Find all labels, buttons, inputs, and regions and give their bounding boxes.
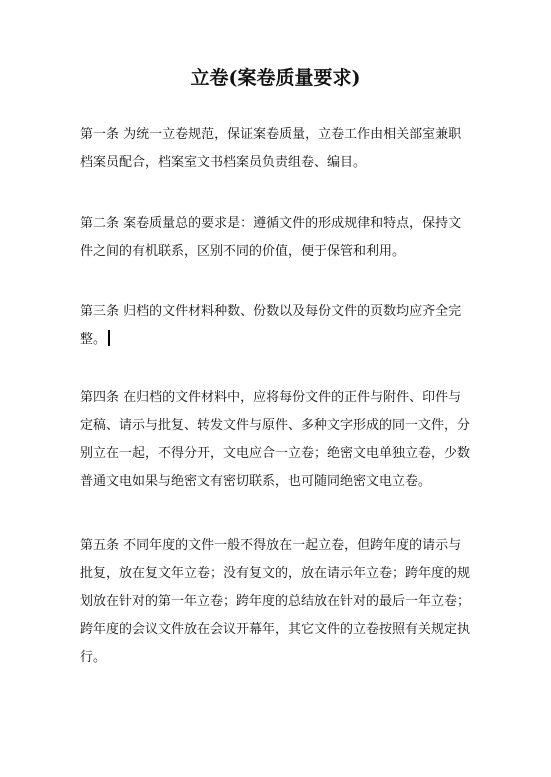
article-2 xyxy=(80,210,472,266)
article-3-text: 第三条 归档的文件材料种数、份数以及每份文件的页数均应齐全完 整。 xyxy=(80,304,462,347)
article-1-text: 第一条 为统一立卷规范，保证案卷质量，立卷工作由相关部室兼职 档案员配合，档案室文书档案员负责组卷、编目。 xyxy=(80,127,462,170)
article-1 xyxy=(80,121,472,177)
article-5-text: 第五条 不同年度的文件一般不得放在一起立卷，但跨年度的请示与 批复，放在复文年立卷；没有复文的，放在请示年立卷；跨年度的规 划放在针对的第一年立卷；跨年度的总结放在针对的最后一年立卷； 跨年度的会议文件放在会议开幕年，其它文件的立卷按照有关规定执 行。 xyxy=(80,538,471,665)
article-5 xyxy=(80,532,472,672)
article-4 xyxy=(80,384,472,496)
text-cursor xyxy=(108,330,110,346)
article-3[interactable] xyxy=(80,298,472,354)
document-title: 立卷(案卷质量要求) xyxy=(190,67,361,89)
article-2-text: 第二条 案卷质量总的要求是：遵循文件的形成规律和特点，保持文 件之间的有机联系，区别不同的价值，便于保管和利用。 xyxy=(80,216,462,259)
article-4-text: 第四条 在归档的文件材料中，应将每份文件的正件与附件、印件与 定稿、请示与批复、转发文件与原件、多种文字形成的同一文件，分 别立在一起，不得分开，文电应合一立卷；绝密文电单独立卷，少数 普通文电如果与绝密文有密切联系，也可随同绝密文电立卷。 xyxy=(80,390,471,489)
